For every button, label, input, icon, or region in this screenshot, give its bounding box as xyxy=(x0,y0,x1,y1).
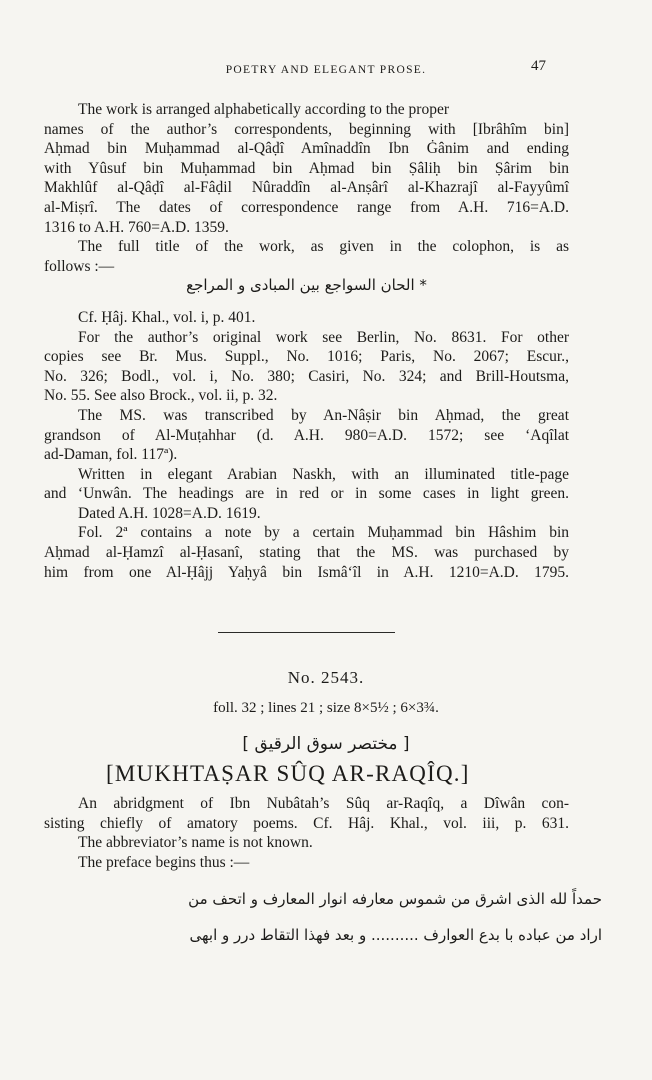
page-number: 47 xyxy=(531,58,546,74)
text-line: No. 55. See also Brock., vol. ii, p. 32. xyxy=(44,387,278,405)
spacer-line xyxy=(44,296,569,308)
new-entry-body xyxy=(44,794,569,872)
text-line: The preface begins thus :— xyxy=(78,853,250,871)
transliterated-work-title: [MUKHTAṢAR SÛQ AR-RAQÎQ.] xyxy=(106,761,470,786)
text-line: The work is arranged alphabetically according to the proper xyxy=(78,101,449,118)
text-line: and ‘Unwân. The headings are in red or in some cases in light green. xyxy=(44,485,569,503)
text-line: The abbreviator’s name is not known. xyxy=(78,834,313,852)
arabic-work-title: [ مختصر سوق الرقيق ] xyxy=(242,734,410,754)
text-line: 1316 to A.H. 760=A.D. 1359. xyxy=(44,218,229,236)
arabic-colophon-title: * الحان السواجع بين المبادى و المراجع xyxy=(186,276,427,295)
text-line: grandson of Al-Muṭahhar (d. A.H. 980=A.D. 1572; see ‘Aqîlat xyxy=(44,426,569,444)
text-line: with Yûsuf bin Muḥammad bin Aḥmad bin Ṣâliḥ bin Ṣârim bin xyxy=(44,159,569,177)
text-line: him from one Al-Ḥâjj Yaḥyâ bin Ismâ‘îl in A.H. 1210=A.D. 1795. xyxy=(44,563,569,581)
entry-continued-body xyxy=(44,100,569,582)
text-line: names of the author’s correspondents, beginning with [Ibrâhîm bin] xyxy=(44,120,569,138)
text-line: Fol. 2ª contains a note by a certain Muḥammad bin Hâshim bin xyxy=(78,524,569,542)
section-divider xyxy=(218,632,395,633)
text-line: An abridgment of Ibn Nubâtah’s Sûq ar-Raqîq, a Dîwân con- xyxy=(78,795,569,812)
text-line: Aḥmad al-Ḥamzî al-Ḥasanî, stating that the MS. was purchased by xyxy=(44,544,569,562)
text-line: copies see Br. Mus. Suppl., No. 1016; Paris, No. 2067; Escur., xyxy=(44,348,569,366)
physical-description: foll. 32 ; lines 21 ; size 8×5½ ; 6×3¾. xyxy=(213,700,439,716)
text-line: The MS. was transcribed by An-Nâṣir bin Aḥmad, the great xyxy=(78,406,569,424)
entry-number: No. 2543. xyxy=(287,668,365,687)
preface-arabic-line-1: حمداً لله الذى اشرق من شموس معارفه انوار المعارف و اتحف من xyxy=(188,890,602,908)
text-line: Cf. Ḥâj. Khal., vol. i, p. 401. xyxy=(78,308,256,326)
running-header: POETRY AND ELEGANT PROSE. xyxy=(225,64,427,76)
text-line: Aḥmad bin Muḥammad al-Qâḍî Amînaddîn Ibn Ġânim and ending xyxy=(44,140,569,158)
text-line: ad-Daman, fol. 117ª). xyxy=(44,446,178,464)
text-line: Makhlûf al-Qâḍî al-Fâḍil Nûraddîn al-Anṣârî al-Khazrajî al-Fayyûmî xyxy=(44,179,569,197)
text-line: sisting chiefly of amatory poems. Cf. Hâj. Khal., vol. iii, p. 631. xyxy=(44,814,569,832)
text-line: For the author’s original work see Berlin, No. 8631. For other xyxy=(78,328,569,346)
preface-arabic-line-2: اراد من عباده با بدع العوارف .......... و بعد فهذا التقاط درر و ابهى xyxy=(189,926,602,944)
text-line: Dated A.H. 1028=A.D. 1619. xyxy=(78,504,261,522)
text-line: follows :— xyxy=(44,257,115,275)
text-line: al-Miṣrî. The dates of correspondence range from A.H. 716=A.D. xyxy=(44,198,569,216)
text-line: Written in elegant Arabian Naskh, with an illuminated title-page xyxy=(78,465,569,483)
text-line: The full title of the work, as given in the colophon, is as xyxy=(78,238,569,256)
text-line: No. 326; Bodl., vol. i, No. 380; Casiri, No. 324; and Brill-Houtsma, xyxy=(44,367,569,385)
